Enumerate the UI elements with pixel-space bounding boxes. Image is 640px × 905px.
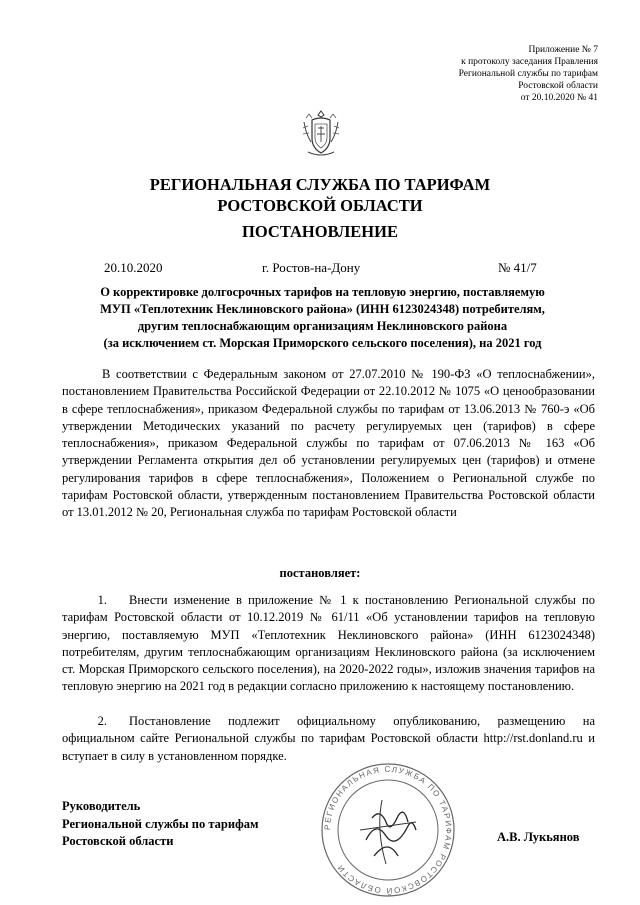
- appendix-line: от 20.10.2020 № 41: [520, 93, 598, 103]
- list-item: [62, 592, 595, 696]
- item-text: Внести изменение в приложение № 1 к постановлению Региональной службы по тарифам Ростовской области от 10.12.2019 № 61/11 «Об установлении тарифов на тепловую энергию, поставляемую МУП «Теплотехник Неклиновского района» (ИНН 6123024348) потребителям, другим теплоснабжающим организациям Неклиновского района (за исключением ст. Морская Приморского сельского поселения), на 2020-2022 годы», изложив значения тарифов на тепловую энергию на 2021 год в редакции согласно приложению к настоящему постановлению.: [62, 593, 595, 694]
- preamble-text: В соответствии с Федеральным законом от 27.07.2010 № 190-ФЗ «О теплоснабжении», постановлением Правительства Российской Федерации от 22.10.2012 № 1075 «О ценообразовании в сфере теплоснабжения», приказом Федеральной службы по тарифам от 13.06.2013 № 760-э «Об утверждении Методических указаний по расчету регулируемых цен (тарифов) в сфере теплоснабжения», приказом Федеральной службы по тарифам от 07.06.2013 № 163 «Об утверждении Регламента открытия дел об установлении регулируемых цен (тарифов) и отмене регулирования тарифов в сфере теплоснабжения», Положением о Региональной службе по тарифам Ростовской области, утвержденным постановлением Правительства Ростовской области от 13.01.2012 № 20, Региональная служба по тарифам Ростовской области: [62, 367, 595, 520]
- decision-word: постановляет:: [279, 566, 361, 580]
- document-type: ПОСТАНОВЛЕНИЕ: [242, 222, 398, 241]
- preamble: [62, 366, 595, 522]
- organization-title: [0, 174, 640, 216]
- signer-title-line: Региональной службы по тарифам: [62, 816, 259, 831]
- seal-ring-text: РЕГИОНАЛЬНАЯ СЛУЖБА ПО ТАРИФАМ РОСТОВСКОЙ ОБЛАСТИ: [322, 764, 454, 896]
- appendix-line: Приложение № 7: [528, 45, 598, 55]
- signer-title-line: Руководитель: [62, 799, 141, 813]
- subject-line: МУП «Теплотехник Неклиновского района» (ИНН 6123024348) потребителям,: [100, 302, 545, 316]
- item-number: 2.: [97, 714, 107, 728]
- signer-title: [62, 798, 258, 851]
- item-text: Постановление подлежит официальному опубликованию, размещению на официальном сайте Региональной службы по тарифам Ростовской области http://rst.donland.ru и вступает в силу в установленном порядке.: [62, 714, 595, 763]
- document-number: № 41/7: [498, 260, 537, 275]
- subject-line: другим теплоснабжающим организациям Неклиновского района: [137, 319, 508, 333]
- svg-text:РЕГИОНАЛЬНАЯ СЛУЖБА ПО ТАРИФАМ: [323, 765, 453, 895]
- signer-title-line: Ростовской области: [62, 834, 174, 848]
- appendix-note: [358, 44, 598, 104]
- subject-line: О корректировке долгосрочных тарифов на тепловую энергию, поставляемую: [100, 285, 545, 299]
- document-subject: [50, 284, 595, 352]
- coat-of-arms-icon: [300, 108, 342, 158]
- document-city: г. Ростов-на-Дону: [262, 260, 361, 275]
- document-date: 20.10.2020: [104, 260, 163, 275]
- signer-name: А.В. Лукьянов: [497, 830, 580, 844]
- appendix-line: к протоколу заседания Правления: [461, 57, 598, 67]
- org-line: РЕГИОНАЛЬНАЯ СЛУЖБА ПО ТАРИФАМ: [149, 175, 491, 194]
- official-seal-icon: [312, 760, 464, 900]
- item-number: 1.: [97, 593, 107, 607]
- appendix-line: Ростовской области: [518, 81, 598, 91]
- subject-line: (за исключением ст. Морская Приморского сельского поселения), на 2021 год: [103, 336, 542, 350]
- list-item: [62, 713, 595, 765]
- appendix-line: Региональной службы по тарифам: [458, 69, 598, 79]
- org-line: РОСТОВСКОЙ ОБЛАСТИ: [217, 196, 423, 215]
